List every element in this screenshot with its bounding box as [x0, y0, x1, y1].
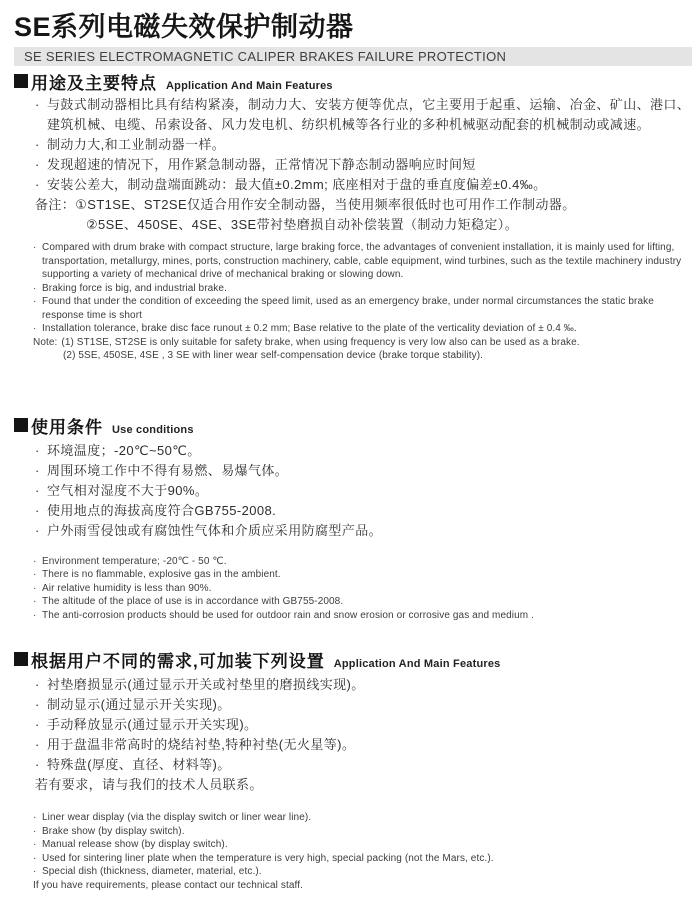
list-item: [35, 481, 692, 501]
bullet-dot: ·: [35, 522, 40, 538]
list-item-text: 用于盘温非常高时的烧结衬垫,特种衬垫(无火星等)。: [47, 737, 356, 752]
list-item-text: The altitude of the place of use is in accordance with GB755-2008.: [42, 596, 344, 607]
list-item: [33, 241, 692, 282]
document-page: [0, 10, 700, 892]
note-line: ②5SE、450SE、4SE、3SE带衬垫磨损自动补偿装置（制动力矩稳定）。: [86, 217, 519, 232]
bullet-dot: ·: [33, 609, 37, 621]
list-item: [33, 609, 692, 623]
features-list-cn: [14, 95, 692, 235]
list-item: [33, 295, 692, 322]
note-line: (2) 5SE, 450SE, 4SE , 3 SE with liner wear self-compensation device (brake torque stability).: [63, 350, 484, 361]
list-item-text: Special dish (thickness, diameter, material, etc.).: [42, 866, 262, 877]
bullet-dot: ·: [33, 839, 37, 850]
options-list-en: [14, 811, 692, 892]
note-text: ①ST1SE、ST2SE仅适合用作安全制动器，当使用频率很低时也可用作工作制动器。: [75, 197, 576, 212]
list-item-text: There is no flammable, explosive gas in the ambient.: [42, 569, 281, 580]
section-header-options: [14, 647, 692, 671]
list-item: [35, 441, 692, 461]
list-item-text: Brake show (by display switch).: [42, 825, 185, 837]
list-item: [33, 865, 692, 879]
list-item: [33, 322, 692, 336]
list-item-text: 使用地点的海拔高度符合GB755-2008.: [47, 502, 277, 518]
bullet-dot: ·: [33, 866, 37, 877]
page-subtitle-en: SE SERIES ELECTROMAGNETIC CALIPER BRAKES FAILURE PROTECTION: [24, 49, 507, 64]
bullet-dot: ·: [35, 677, 40, 692]
options-list-cn: [14, 675, 692, 795]
bullet-dot: ·: [35, 737, 40, 752]
list-item-text: 安装公差大，制动盘端面跳动：最大值±0.2mm; 底座相对于盘的垂直度偏差±0.4‰。: [47, 177, 547, 192]
bullet-dot: ·: [33, 296, 37, 307]
note-text: (1) ST1SE, ST2SE is only suitable for safety brake, when using frequency is very low also can be used as a brake.: [61, 336, 580, 348]
list-item-text: The anti-corrosion products should be used for outdoor rain and snow erosion or corrosive gas and medium .: [42, 609, 534, 621]
bullet-dot: ·: [33, 323, 37, 334]
conditions-list-en: [14, 555, 692, 623]
bullet-dot: ·: [35, 137, 40, 152]
list-item-text: 发现超速的情况下，用作紧急制动器，正常情况下静态制动器响应时间短: [47, 157, 476, 172]
list-item: [33, 568, 692, 582]
list-item: [33, 582, 692, 596]
note-label: Note:: [33, 336, 58, 348]
bullet-dot: ·: [35, 177, 40, 192]
bullet-dot: ·: [33, 596, 37, 607]
note-label: 备注：: [35, 197, 76, 212]
list-item-text: Braking force is big, and industrial brake.: [42, 282, 227, 294]
list-item-text: Installation tolerance, brake disc face runout ± 0.2 mm; Base relative to the plate of the verticality deviation of ± 0.4 ‰.: [42, 323, 577, 334]
bullet-dot: ·: [33, 812, 37, 823]
bullet-dot: ·: [35, 482, 40, 498]
bullet-dot: ·: [35, 717, 40, 732]
section-header-conditions: [14, 413, 692, 437]
list-item: [35, 695, 692, 715]
list-item: [35, 755, 692, 775]
list-item-text: 衬垫磨损显示(通过显示开关或衬垫里的磨损线实现)。: [47, 677, 365, 692]
list-item: [35, 715, 692, 735]
bullet-dot: ·: [33, 825, 37, 837]
bullet-dot: ·: [35, 697, 40, 712]
section-marker-square-icon: [14, 418, 28, 432]
bullet-dot: ·: [35, 157, 40, 172]
page-subtitle-bar: [14, 47, 692, 66]
section-marker-square-icon: [14, 652, 28, 666]
section-heading-en: Application And Main Features: [333, 658, 501, 670]
note-line: [35, 195, 692, 215]
list-item-text: 空气相对湿度不大于90%。: [47, 482, 209, 498]
list-item: [33, 838, 692, 852]
list-item-text: Environment temperature; -20℃ - 50 ℃.: [42, 555, 227, 567]
list-item-text: 环境温度；-20℃~50℃。: [47, 442, 201, 458]
bullet-dot: ·: [35, 97, 40, 112]
features-list-en: [14, 241, 692, 363]
list-item-text: 制动显示(通过显示开关实现)。: [47, 697, 231, 712]
list-item: [35, 461, 692, 481]
list-item-text: 特殊盘(厚度、直径、材料等)。: [47, 757, 231, 772]
section-heading-en: Application And Main Features: [166, 80, 333, 92]
note-line: [33, 336, 692, 350]
bullet-dot: ·: [33, 569, 37, 580]
section-heading-cn: 用途及主要特点: [31, 74, 157, 93]
section-heading-cn: 使用条件: [31, 417, 103, 437]
bullet-dot: ·: [33, 242, 37, 253]
bullet-dot: ·: [35, 442, 40, 458]
list-item-text: 手动释放显示(通过显示开关实现)。: [47, 717, 258, 732]
list-item: [35, 735, 692, 755]
list-item: [35, 521, 692, 541]
list-item: [35, 95, 692, 135]
list-item-text: 户外雨雪侵蚀或有腐蚀性气体和介质应采用防腐型产品。: [47, 522, 383, 538]
section-header-features: [14, 69, 692, 93]
list-item: [35, 155, 692, 175]
section-heading-en: Use conditions: [112, 423, 194, 436]
bullet-dot: ·: [35, 757, 40, 772]
contact-note-en: If you have requirements, please contact our technical staff.: [33, 879, 303, 891]
list-item: [35, 675, 692, 695]
list-item-text: Manual release show (by display switch).: [42, 839, 228, 850]
list-item: [35, 501, 692, 521]
list-item-text: Liner wear display (via the display switch or liner wear line).: [42, 812, 312, 823]
list-item-text: 制动力大,和工业制动器一样。: [47, 137, 226, 152]
list-item: [33, 825, 692, 839]
list-item: [35, 175, 692, 195]
bullet-dot: ·: [33, 582, 37, 594]
list-item-text: Compared with drum brake with compact structure, large braking force, the advantages of convenient installation, it is mainly used for lifting, transportation, metallurgy, mines, ports, construction machinery, cable, cable equipment, wind turbines, such as the textile machinery industry supporting a variety of mechanical drive of mechanical braking or slowing down.: [42, 242, 682, 280]
list-item: [33, 595, 692, 609]
section-heading-cn: 根据用户不同的需求,可加装下列设置: [31, 652, 325, 671]
list-item-text: Found that under the condition of exceeding the speed limit, used as an emergency brake, under normal circumstances the static brake response time is short: [42, 296, 654, 321]
bullet-dot: ·: [35, 502, 40, 518]
list-item-text: Air relative humidity is less than 90%.: [42, 582, 212, 594]
contact-note-cn: 若有要求，请与我们的技术人员联系。: [35, 777, 263, 792]
bullet-dot: ·: [33, 555, 37, 567]
list-item: [33, 555, 692, 569]
list-item: [33, 811, 692, 825]
bullet-dot: ·: [33, 282, 37, 294]
bullet-dot: ·: [33, 852, 37, 864]
list-item: [33, 852, 692, 866]
list-item-text: 周围环境工作中不得有易燃、易爆气体。: [47, 462, 289, 478]
bullet-dot: ·: [35, 462, 40, 478]
list-item: [33, 282, 692, 296]
page-title-cn: SE系列电磁失效保护制动器: [14, 12, 354, 42]
list-item-text: Used for sintering liner plate when the temperature is very high, special packing (not the Mars, etc.).: [42, 852, 494, 864]
conditions-list-cn: [14, 441, 692, 541]
list-item: [35, 135, 692, 155]
section-marker-square-icon: [14, 74, 28, 88]
list-item-text: 与鼓式制动器相比具有结构紧凑，制动力大、安装方便等优点，它主要用于起重、运输、冶金、矿山、港口、建筑机械、电缆、吊索设备、风力发电机、纺织机械等各行业的多种机械驱动配套的机械制动或减速。: [47, 97, 691, 132]
